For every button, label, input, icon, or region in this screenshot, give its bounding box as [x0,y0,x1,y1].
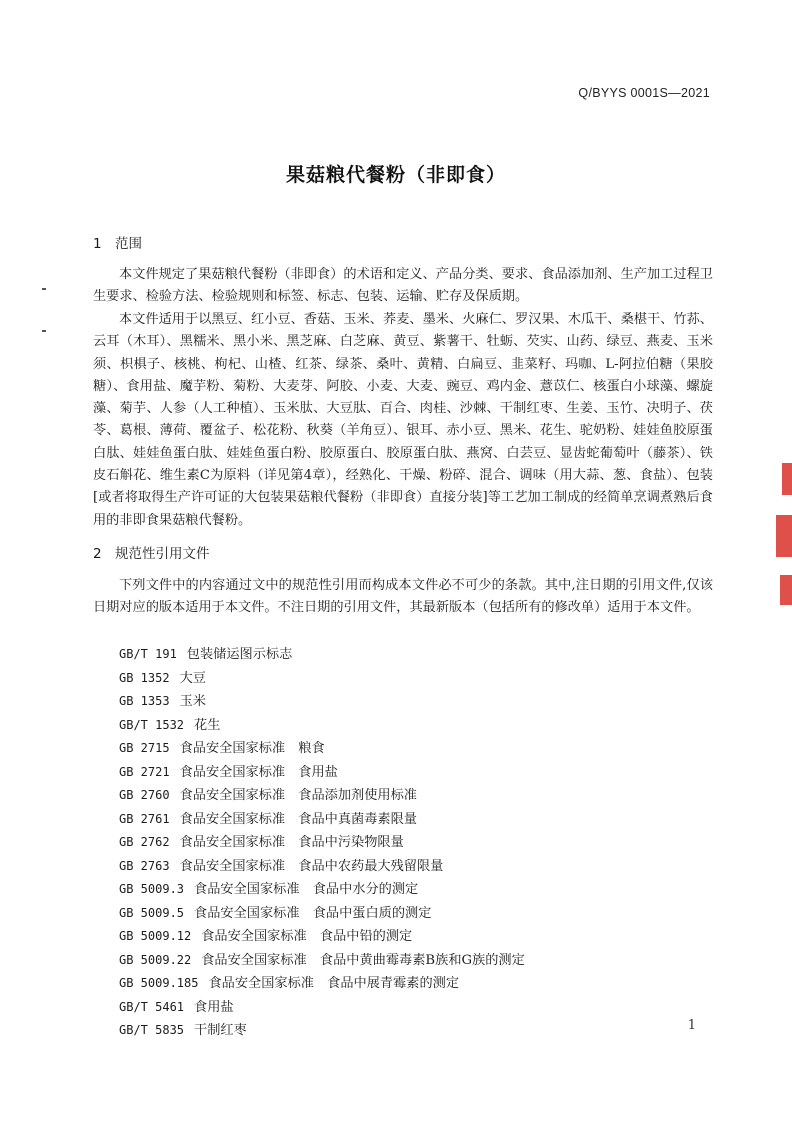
reference-code: GB 5009.12 [119,929,192,943]
reference-item [119,925,719,949]
section-1-paragraph-1: 本文件规定了果菇粮代餐粉（非即食）的术语和定义、产品分类、要求、食品添加剂、生产加工过程卫生要求、检验方法、检验规则和标签、标志、包装、运输、贮存及保质期。 [93,267,713,305]
reference-title: 食品安全国家标准 粮食 [179,741,325,756]
reference-title: 食品安全国家标准 食品中农药最大残留限量 [179,858,444,874]
edge-stain [780,575,792,605]
reference-item [119,972,719,996]
reference-title: 食品安全国家标准 食品中蛋白质的测定 [194,905,432,921]
section-2-paragraph-1: 下列文件中的内容通过文中的规范性引用而构成本文件必不可少的条款。其中,注日期的引用文件,仅该日期对应的版本适用于本文件。不注日期的引用文件，其最新版本（包括所有的修改单）适用于本文件。 [93,578,713,616]
reference-code: GB 5009.5 [119,905,185,920]
reference-item [119,667,719,691]
reference-code: GB 2763 [119,858,170,873]
reference-code: GB/T 5461 [119,999,185,1014]
section-1-paragraph-2: 本文件适用于以黑豆、红小豆、香菇、玉米、荞麦、墨米、火麻仁、罗汉果、木瓜干、桑椹干、竹荪、云耳（木耳）、黑糯米、黑小米、黑芝麻、白芝麻、黄豆、紫薯干、牡蛎、芡实、山药、绿豆、燕麦、玉米须、枳椇子、核桃、枸杞、山楂、红茶、绿茶、桑叶、黄精、白扁豆、韭菜籽、玛咖、L-阿拉伯糖（果胶糖）、食用盐、魔芋粉、菊粉、大麦芽、阿胶、小麦、大麦、豌豆、鸡内金、薏苡仁、核蛋白小球藻、螺旋藻、菊芋、人参（人工种植）、玉米肽、大豆肽、百合、肉桂、沙棘、干制红枣、生姜、玉竹、决明子、茯苓、葛根、薄荷、覆盆子、松花粉、秋葵（羊角豆）、银耳、赤小豆、黑米、花生、驼奶粉、娃娃鱼胶原蛋白肽、娃娃鱼蛋白肽、娃娃鱼蛋白粉、胶原蛋白、胶原蛋白肽、燕窝、白芸豆、显齿蛇葡萄叶（藤茶）、铁皮石斛花、维生素C为原料（详见第4章），经熟化、干燥、粉碎、混合、调味（用大蒜、葱、食盐）、包装[或者将取得生产许可证的大包装果菇粮代餐粉（非即食）直接分装]等工艺加工制成的经简单烹调煮熟后食用的非即食果菇粮代餐粉。 [93,312,713,528]
section-1-number: 1 [93,236,102,252]
reference-item [119,996,719,1020]
reference-code: GB 2715 [119,741,170,755]
reference-title: 食品安全国家标准 食品中展青霉素的测定 [208,976,460,991]
section-2-title: 规范性引用文件 [115,546,210,562]
reference-code: GB/T 1532 [119,717,185,732]
reference-item [119,761,719,785]
reference-code: GB/T 191 [119,647,177,661]
document-code: Q/BYYS 0001S—2021 [578,86,710,100]
reference-item [119,902,719,926]
reference-title: 玉米 [179,694,206,709]
reference-item [119,714,719,738]
edge-stain [782,463,792,495]
reference-code: GB 5009.185 [119,976,199,990]
reference-item [119,643,719,667]
reference-item [119,855,719,879]
reference-title: 食品安全国家标准 食品中水分的测定 [194,882,419,897]
reference-title: 食品安全国家标准 食品中污染物限量 [179,835,404,850]
section-2-number: 2 [93,546,102,562]
reference-item [119,690,719,714]
reference-item [119,737,719,761]
reference-title: 干制红枣 [194,1023,247,1038]
reference-title: 食品安全国家标准 食品中铅的测定 [201,929,413,944]
section-1-title: 范围 [115,236,142,252]
scan-mark [42,288,46,290]
reference-code: GB 2762 [119,835,170,849]
page-number: 1 [687,1018,696,1033]
reference-code: GB 5009.3 [119,882,185,896]
reference-title: 大豆 [179,670,206,686]
reference-code: GB 2721 [119,764,170,779]
scan-mark [42,330,46,332]
document-title: 果菇粮代餐粉（非即食） [285,164,506,186]
reference-list [119,643,719,1043]
reference-code: GB 5009.22 [119,952,192,967]
reference-item [119,949,719,973]
edge-stain [776,515,792,557]
reference-item [119,808,719,832]
reference-item [119,878,719,902]
reference-code: GB 2761 [119,811,170,826]
reference-title: 食品安全国家标准 食品添加剂使用标准 [179,788,417,803]
reference-item [119,831,719,855]
section-2-heading [93,542,210,562]
reference-code: GB/T 5835 [119,1023,185,1037]
reference-title: 食用盐 [194,999,234,1015]
reference-title: 食品安全国家标准 食用盐 [179,764,338,780]
reference-code: GB 2760 [119,788,170,802]
reference-title: 花生 [194,717,221,733]
reference-title: 包装储运图示标志 [186,647,293,662]
reference-title: 食品安全国家标准 食品中黄曲霉毒素B族和G族的测定 [201,952,525,968]
reference-code: GB 1352 [119,670,170,685]
reference-code: GB 1353 [119,694,170,708]
reference-title: 食品安全国家标准 食品中真菌毒素限量 [179,811,417,827]
reference-item [119,784,719,808]
reference-item [119,1019,719,1043]
section-1-heading [93,232,142,252]
